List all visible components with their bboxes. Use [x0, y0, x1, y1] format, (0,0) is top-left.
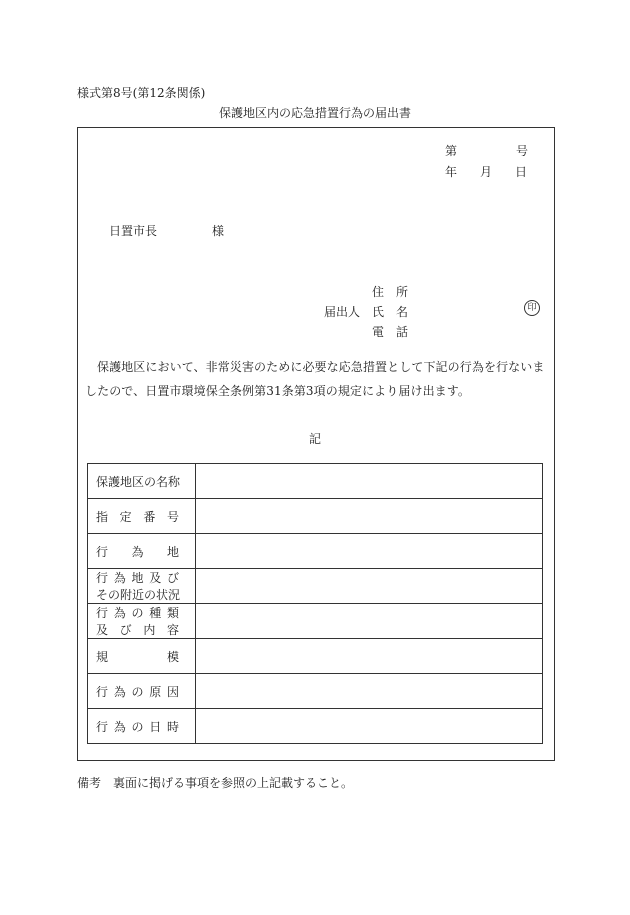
label-char: 行 — [96, 571, 109, 585]
address-label-char: 所 — [395, 285, 408, 299]
table-row — [88, 569, 543, 604]
table-row — [88, 499, 543, 534]
label-char: 地 — [131, 571, 144, 585]
label-char: 為 — [131, 544, 144, 559]
date-line — [445, 163, 527, 180]
label-char: 為 — [113, 606, 126, 620]
number-suffix: 号 — [515, 144, 528, 158]
table-row — [88, 464, 543, 499]
value-cell-scale[interactable] — [196, 639, 543, 674]
value-cell-district-name[interactable] — [196, 464, 543, 499]
row-label-designation-number — [88, 499, 196, 534]
remarks-note: 備考 裏面に掲げる事項を参照の上記載すること。 — [77, 776, 354, 790]
value-cell-action-site[interactable] — [196, 534, 543, 569]
label-char: 規 — [96, 649, 109, 664]
label-char: 行 — [96, 606, 109, 620]
row-label-type-and-content — [88, 604, 196, 639]
label-char: 及 — [96, 623, 109, 637]
day-label: 日 — [514, 165, 527, 179]
label-char: 内 — [143, 623, 156, 637]
month-label: 月 — [479, 165, 492, 179]
name-label — [372, 303, 408, 320]
label-char: 類 — [166, 606, 179, 620]
address-label-char: 住 — [372, 285, 385, 299]
table-row — [88, 709, 543, 744]
label-char: の — [131, 684, 144, 699]
label-char: 指 — [96, 509, 109, 524]
row-label-district-name: 保護地区の名称 — [88, 464, 196, 499]
label-char: 為 — [113, 719, 126, 734]
label-char: 日 — [149, 719, 162, 734]
telephone-label-char: 電 — [372, 325, 385, 339]
telephone-label — [372, 323, 408, 340]
label-char: 原 — [149, 684, 162, 699]
row-label-date-time — [88, 709, 196, 744]
seal-mark: 印 — [524, 300, 540, 316]
value-cell-designation-number[interactable] — [196, 499, 543, 534]
label-char: 為 — [113, 684, 126, 699]
label-char: び — [119, 623, 132, 637]
value-cell-cause[interactable] — [196, 674, 543, 709]
name-label-char: 氏 — [372, 305, 385, 319]
row-label-scale — [88, 639, 196, 674]
details-table — [87, 463, 543, 744]
telephone-label-char: 話 — [395, 325, 408, 339]
label-char: 定 — [119, 509, 132, 524]
label-char: 容 — [166, 623, 179, 637]
label-char: の — [131, 606, 144, 620]
label-char: 地 — [166, 544, 179, 559]
label-char: 為 — [113, 571, 126, 585]
value-cell-date-time[interactable] — [196, 709, 543, 744]
table-row — [88, 674, 543, 709]
value-cell-type-and-content[interactable] — [196, 604, 543, 639]
notifier-label: 届出人 — [324, 305, 361, 319]
label-char: 行 — [96, 544, 109, 559]
name-label-char: 名 — [395, 305, 408, 319]
label-char: 行 — [96, 684, 109, 699]
document-title: 保護地区内の応急措置行為の届出書 — [218, 106, 411, 120]
row-label-action-site — [88, 534, 196, 569]
label-char: 号 — [166, 509, 179, 524]
year-label: 年 — [445, 165, 458, 179]
row-label-cause — [88, 674, 196, 709]
label-char: 種 — [149, 606, 162, 620]
document-number-line — [445, 142, 528, 159]
table-row — [88, 604, 543, 639]
table-row — [88, 534, 543, 569]
table-row — [88, 639, 543, 674]
address-label — [372, 283, 408, 300]
number-prefix: 第 — [445, 144, 458, 158]
ki-heading: 記 — [308, 432, 321, 446]
label-line: その附近の状況 — [96, 588, 181, 602]
form-number-label: 様式第8号(第12条関係) — [77, 86, 206, 100]
addressee-name: 日置市長 — [109, 224, 158, 238]
value-cell-site-and-surroundings[interactable] — [196, 569, 543, 604]
addressee-honorific: 様 — [212, 224, 225, 238]
label-char: 模 — [166, 649, 179, 664]
row-label-site-and-surroundings — [88, 569, 196, 604]
label-char: び — [166, 571, 179, 585]
label-char: 及 — [149, 571, 162, 585]
notification-body-text: 保護地区において、非常災害のために必要な応急措置として下記の行為を行ないましたので、日置市環境保全条例第31条第3項の規定により届け出ます。 — [85, 360, 545, 398]
label-char: の — [131, 719, 144, 734]
label-char: 因 — [166, 684, 179, 699]
label-char: 時 — [166, 719, 179, 734]
label-char: 番 — [143, 509, 156, 524]
label-char: 行 — [96, 719, 109, 734]
